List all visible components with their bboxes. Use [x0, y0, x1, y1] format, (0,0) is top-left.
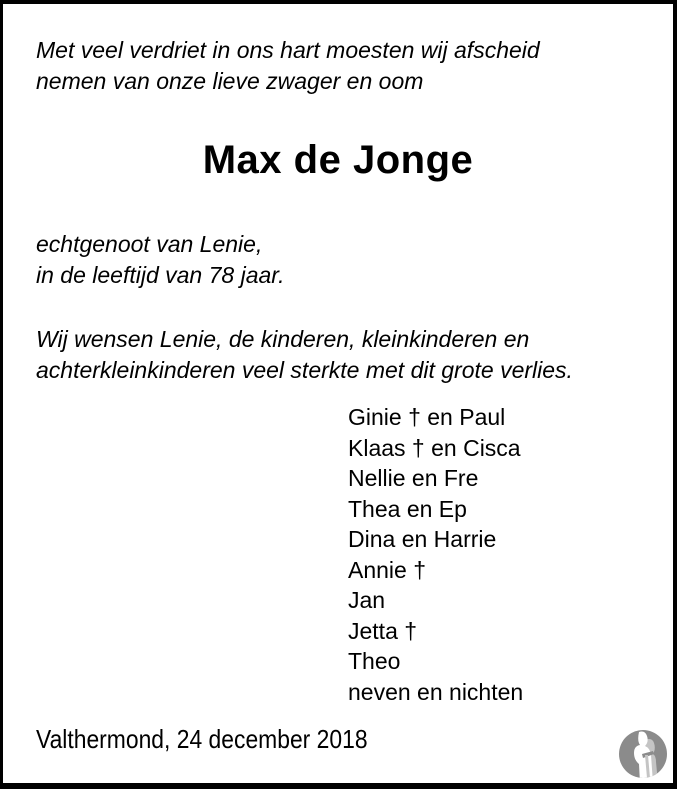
intro-text — [36, 35, 640, 97]
family-line: Klaas † en Cisca — [348, 434, 521, 461]
relation-line: echtgenoot van Lenie, — [36, 231, 263, 257]
mensenlinq-logo — [618, 727, 668, 783]
condolence-text — [36, 324, 640, 386]
intro-line: nemen van onze lieve zwager en oom — [36, 68, 424, 94]
place-date: Valthermond, 24 december 2018 — [36, 724, 368, 754]
family-names-list — [348, 402, 640, 707]
family-line: Annie † — [348, 556, 427, 583]
family-line: Jetta † — [348, 617, 418, 644]
intro-line: Met veel verdriet in ons hart moesten wij afscheid — [36, 37, 540, 63]
relation-line: in de leeftijd van 78 jaar. — [36, 262, 285, 288]
condolence-line: Wij wensen Lenie, de kinderen, kleinkinderen en — [36, 326, 530, 352]
family-line: Thea en Ep — [348, 495, 467, 522]
family-line: Nellie en Fre — [348, 465, 479, 491]
publisher-logo-icon — [618, 727, 668, 783]
family-line: Jan — [348, 587, 386, 613]
relation-text — [36, 229, 640, 291]
family-line: Ginie † en Paul — [348, 404, 506, 430]
condolence-line: achterkleinkinderen veel sterkte met dit grote verlies. — [36, 357, 573, 383]
family-line: Theo — [348, 648, 401, 674]
deceased-name: Max de Jonge — [202, 138, 474, 182]
family-line: Dina en Harrie — [348, 526, 497, 552]
family-line: neven en nichten — [348, 678, 524, 705]
